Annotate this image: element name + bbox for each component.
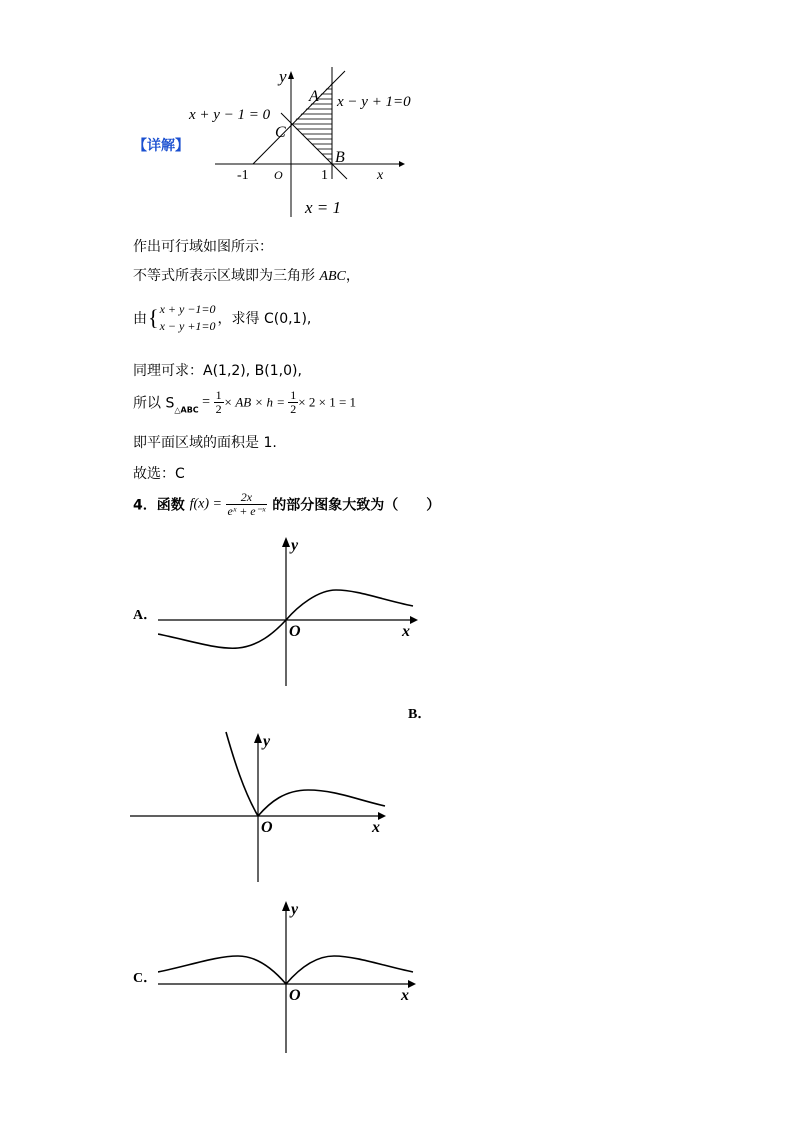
fraction-numerator: 1: [215, 388, 222, 402]
solution-line-7: 故选：C: [133, 466, 185, 482]
fig1-origin-label: O: [274, 168, 283, 182]
function-denominator: eˣ + e⁻ˣ: [227, 504, 266, 518]
detail-label: 【详解】: [133, 138, 189, 154]
option-b-graph: [130, 730, 395, 885]
solution-line-2-suffix: ，: [345, 268, 360, 284]
graph-c-x-label: x: [401, 987, 409, 1004]
graph-a-origin-label: O: [289, 623, 301, 640]
fraction-half-2: [288, 389, 298, 416]
solution-line-3-suffix: ，求得 C(0,1),: [217, 311, 312, 327]
equals-sign: =: [198, 394, 214, 410]
fig1-one-label: 1: [321, 168, 328, 183]
feasible-region-figure: [185, 65, 425, 225]
system-eq-1: x + y −1=0: [159, 302, 216, 316]
solution-line-1: 作出可行域如图所示：: [133, 239, 273, 255]
function-fraction: [226, 491, 268, 518]
fig1-point-a: A: [309, 88, 319, 105]
fig1-neg-one-label: -1: [237, 168, 249, 183]
question-4: [133, 491, 440, 527]
area-symbol: 所以 S: [133, 395, 175, 412]
solution-line-2: [133, 265, 360, 285]
graph-b-x-label: x: [372, 819, 380, 836]
graph-c-right-curve: [286, 956, 413, 984]
solution-line-3: [133, 301, 311, 337]
equation-system: [160, 301, 216, 335]
system-eq-2: x − y +1=0: [159, 319, 216, 333]
fig1-line3-label: x = 1: [305, 198, 342, 217]
function-numerator: 2x: [226, 491, 268, 505]
graph-a-x-label: x: [402, 623, 410, 640]
solution-line-3-prefix: 由: [133, 311, 147, 327]
fraction-denominator: 2: [215, 402, 222, 416]
option-c-graph: [158, 898, 423, 1058]
option-a-graph: [158, 534, 423, 689]
graph-b-left-curve: [226, 732, 258, 816]
graph-b-y-label: y: [263, 733, 271, 750]
question-suffix: 的部分图象大致为（ ）: [267, 497, 441, 514]
graph-c-origin-label: O: [289, 987, 301, 1004]
solution-line-2-prefix: 不等式所表示区域即为三角形: [133, 268, 320, 284]
solution-line-4: 同理可求：A(1,2), B(1,0),: [133, 363, 302, 379]
option-a-label[interactable]: A．: [133, 608, 158, 623]
area-result: × 2 × 1 = 1: [298, 394, 357, 410]
system-brace: {: [148, 305, 159, 330]
fraction-denominator: 2: [290, 402, 297, 416]
area-subscript: △ABC: [174, 405, 199, 415]
triangle-name: ABC: [319, 269, 346, 284]
fig1-point-b: B: [335, 149, 345, 166]
solution-line-5: [133, 389, 356, 419]
fraction-half-1: [214, 389, 224, 416]
fig1-y-label: y: [279, 67, 287, 86]
fig1-line2-label: x − y + 1=0: [337, 94, 411, 110]
fig1-point-c: C: [275, 124, 286, 141]
area-expression: × AB × h =: [223, 394, 289, 410]
solution-line-6: 即平面区域的面积是 1.: [133, 435, 277, 451]
option-c-label[interactable]: C．: [133, 971, 158, 986]
graph-c-left-curve: [158, 956, 286, 984]
graph-a-y-label: y: [291, 537, 299, 554]
question-prefix: 4．函数: [133, 497, 190, 514]
graph-b-right-curve: [258, 790, 385, 816]
graph-c-y-label: y: [291, 901, 299, 918]
graph-b-origin-label: O: [261, 819, 273, 836]
fraction-numerator: 1: [290, 388, 297, 402]
fig1-line1-label: x + y − 1 = 0: [189, 107, 271, 123]
fig1-x-label: x: [377, 168, 384, 183]
function-name: f(x) =: [189, 496, 226, 512]
option-b-label[interactable]: B．: [408, 707, 432, 722]
